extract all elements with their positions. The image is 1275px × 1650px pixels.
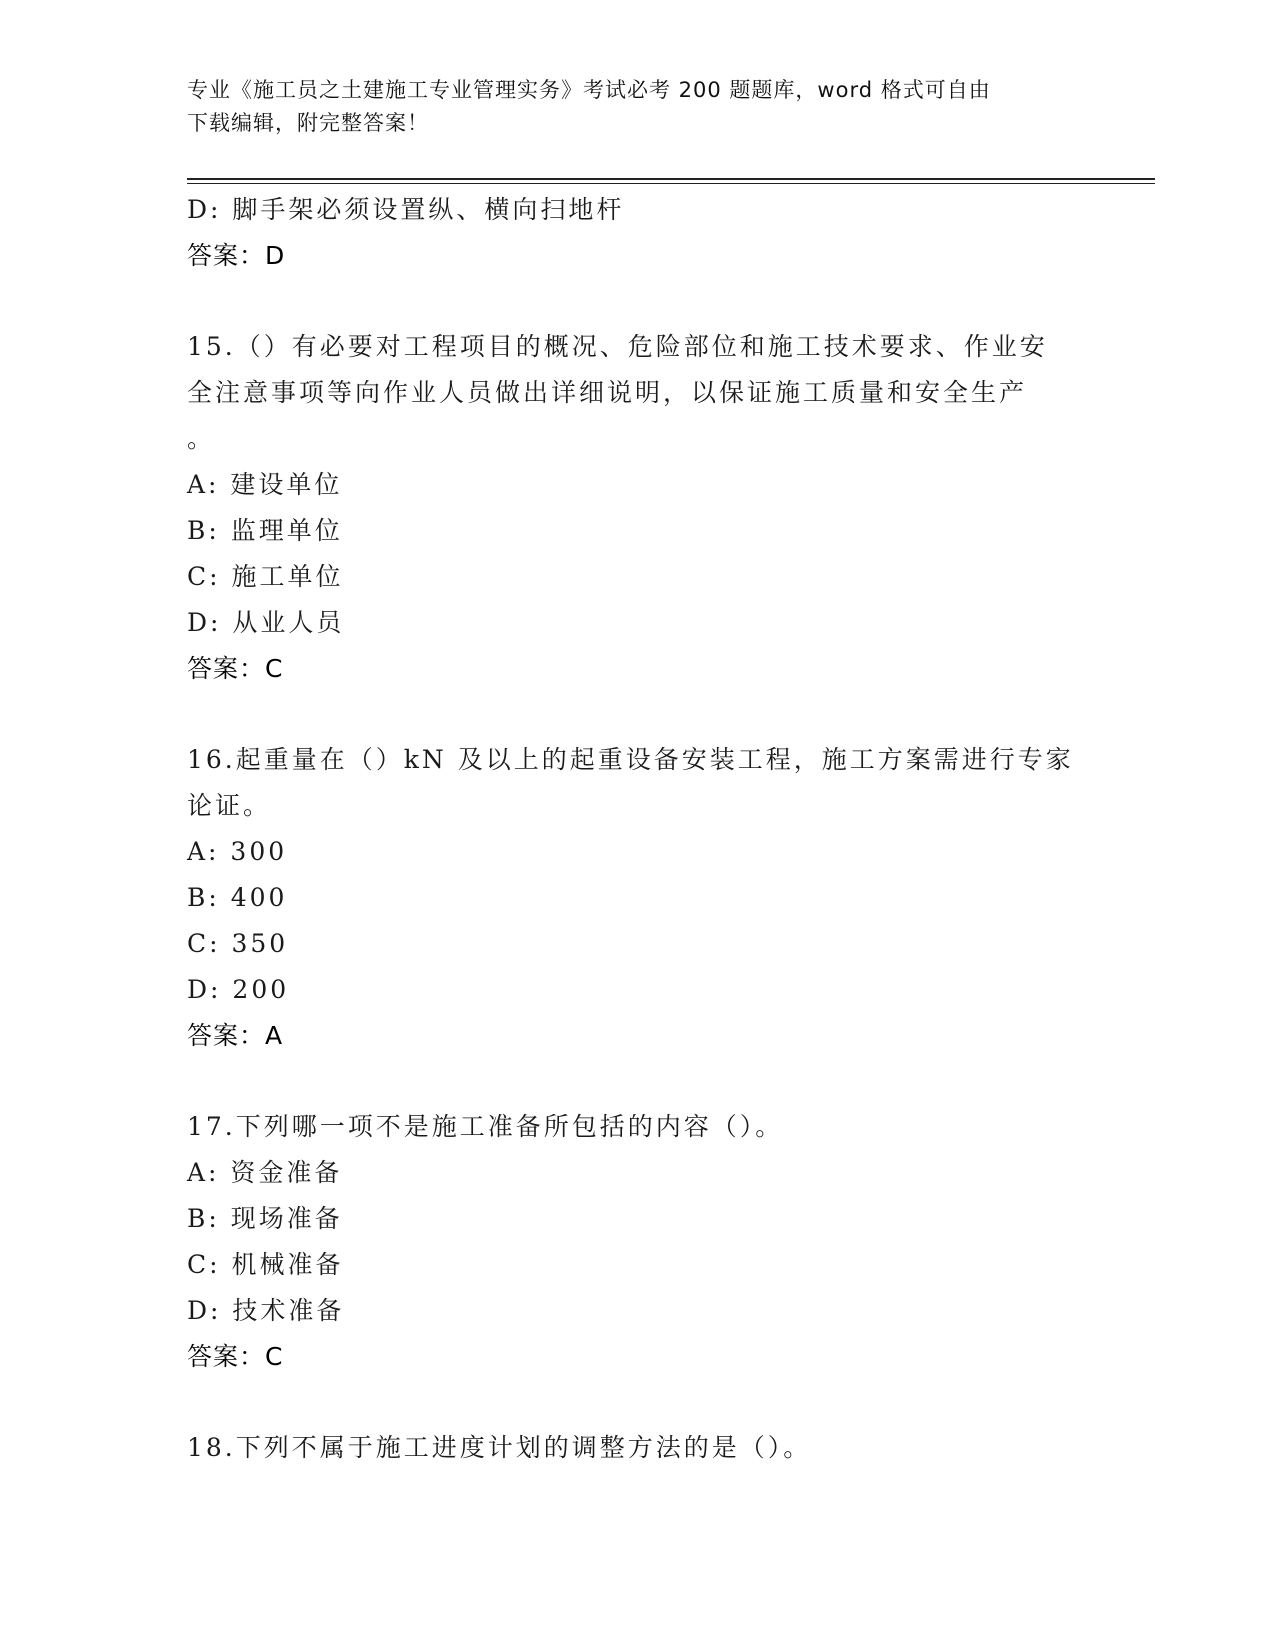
option-b: B: 400 bbox=[187, 883, 288, 912]
answer-line: 答案：D bbox=[187, 241, 286, 270]
question-17 bbox=[187, 1104, 1087, 1380]
answer-line: 答案：C bbox=[187, 1342, 284, 1371]
question-text-line: 。 bbox=[187, 424, 216, 453]
answer-line: 答案：A bbox=[187, 1021, 284, 1050]
question-15 bbox=[187, 324, 1087, 692]
header-divider-thin bbox=[187, 183, 1155, 184]
question-text-line: 18.下列不属于施工进度计划的调整方法的是（）。 bbox=[187, 1433, 812, 1462]
option-a: A: 建设单位 bbox=[187, 470, 343, 499]
question-18 bbox=[187, 1425, 1087, 1471]
option-a: A: 300 bbox=[187, 837, 288, 866]
question-text-line: 16.起重量在（）kN 及以上的起重设备安装工程，施工方案需进行专家 bbox=[187, 745, 1074, 774]
option-b: B: 监理单位 bbox=[187, 516, 343, 545]
option-c: C: 施工单位 bbox=[187, 562, 344, 591]
question-text-line: 17.下列哪一项不是施工准备所包括的内容（）。 bbox=[187, 1112, 784, 1141]
question-16 bbox=[187, 737, 1087, 1059]
option-a: A: 资金准备 bbox=[187, 1158, 343, 1187]
question-text-line: 论证。 bbox=[187, 791, 272, 820]
option-c: C: 350 bbox=[187, 929, 289, 958]
option-b: B: 现场准备 bbox=[187, 1204, 343, 1233]
option-d: D: 200 bbox=[187, 975, 290, 1004]
option-c: C: 机械准备 bbox=[187, 1250, 344, 1279]
header-divider-thick bbox=[187, 178, 1155, 180]
header-line-2: 下载编辑，附完整答案！ bbox=[187, 111, 429, 135]
carryover-question bbox=[187, 187, 1087, 279]
option-d: D: 脚手架必须设置纵、横向扫地杆 bbox=[187, 195, 625, 224]
option-d: D: 从业人员 bbox=[187, 608, 345, 637]
document-header bbox=[187, 74, 1087, 140]
answer-line: 答案：C bbox=[187, 654, 284, 683]
option-d: D: 技术准备 bbox=[187, 1296, 345, 1325]
question-text-line: 15.（）有必要对工程项目的概况、危险部位和施工技术要求、作业安 bbox=[187, 332, 1048, 361]
question-content bbox=[187, 187, 1087, 1471]
question-text-line: 全注意事项等向作业人员做出详细说明，以保证施工质量和安全生产 bbox=[187, 378, 1028, 407]
header-line-1: 专业《施工员之土建施工专业管理实务》考试必考 200 题题库，word 格式可自由 bbox=[187, 78, 991, 102]
